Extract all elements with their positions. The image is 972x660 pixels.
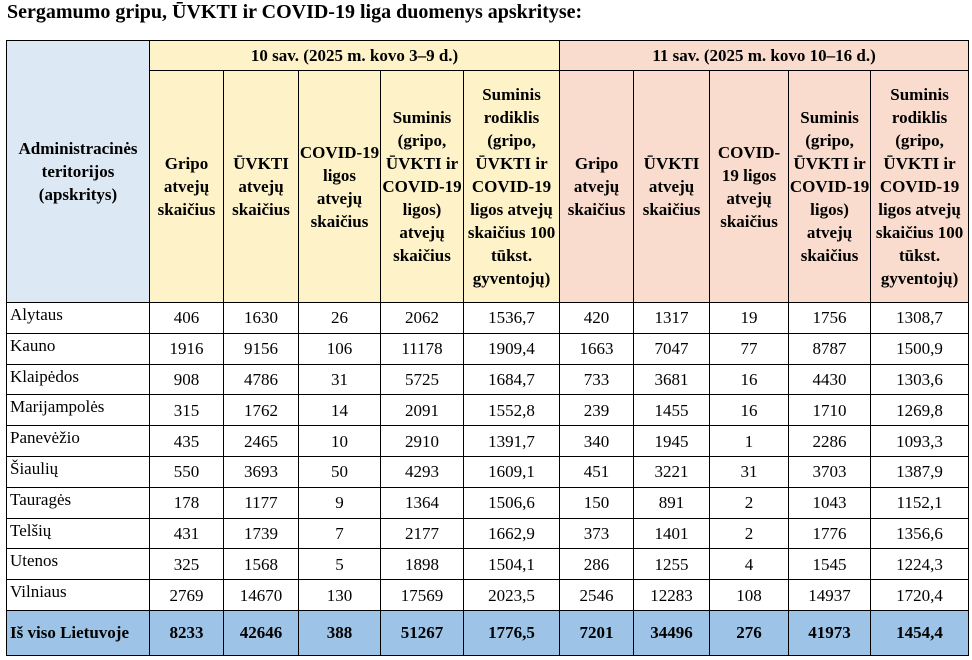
week10-value-cell: 1609,1 xyxy=(464,456,560,487)
county-name: Klaipėdos xyxy=(7,364,150,395)
week10-value-cell: 42646 xyxy=(224,610,299,655)
week11-value-cell: 1663 xyxy=(560,333,634,364)
week10-col-header: COVID-19 ligos atvejų skaičius xyxy=(299,71,381,303)
week11-value-cell: 108 xyxy=(710,580,789,611)
week10-value-cell: 50 xyxy=(299,456,381,487)
week11-value-cell: 286 xyxy=(560,549,634,580)
week10-value-cell: 431 xyxy=(150,518,224,549)
week10-value-cell: 14670 xyxy=(224,580,299,611)
week10-value-cell: 908 xyxy=(150,364,224,395)
week11-value-cell: 12283 xyxy=(634,580,710,611)
week11-value-cell: 373 xyxy=(560,518,634,549)
incidence-table xyxy=(6,40,969,656)
week11-value-cell: 1945 xyxy=(634,426,710,457)
week10-value-cell: 106 xyxy=(299,333,381,364)
week11-value-cell: 239 xyxy=(560,395,634,426)
week11-value-cell: 16 xyxy=(710,395,789,426)
week10-value-cell: 1630 xyxy=(224,303,299,334)
week10-value-cell: 5 xyxy=(299,549,381,580)
week10-col-header: Gripo atvejų skaičius xyxy=(150,71,224,303)
week11-col-header: ŪVKTI atvejų skaičius xyxy=(634,71,710,303)
week10-col-header: ŪVKTI atvejų skaičius xyxy=(224,71,299,303)
week10-value-cell: 1898 xyxy=(381,549,464,580)
week11-value-cell: 1255 xyxy=(634,549,710,580)
week10-value-cell: 10 xyxy=(299,426,381,457)
week10-value-cell: 2465 xyxy=(224,426,299,457)
week11-value-cell: 7201 xyxy=(560,610,634,655)
week11-value-cell: 3703 xyxy=(789,456,871,487)
week10-value-cell: 550 xyxy=(150,456,224,487)
week10-value-cell: 1739 xyxy=(224,518,299,549)
week11-value-cell: 891 xyxy=(634,487,710,518)
week10-value-cell: 8233 xyxy=(150,610,224,655)
week10-value-cell: 1916 xyxy=(150,333,224,364)
county-name: Utenos xyxy=(7,549,150,580)
week10-value-cell: 1909,4 xyxy=(464,333,560,364)
week11-value-cell: 4430 xyxy=(789,364,871,395)
week11-value-cell: 420 xyxy=(560,303,634,334)
week10-value-cell: 406 xyxy=(150,303,224,334)
week10-value-cell: 2177 xyxy=(381,518,464,549)
week11-value-cell: 1387,9 xyxy=(871,456,969,487)
week10-value-cell: 1568 xyxy=(224,549,299,580)
table-row xyxy=(7,518,969,549)
week10-header: 10 sav. (2025 m. kovo 3–9 d.) xyxy=(150,41,560,71)
week10-value-cell: 1552,8 xyxy=(464,395,560,426)
week10-value-cell: 31 xyxy=(299,364,381,395)
week11-value-cell: 34496 xyxy=(634,610,710,655)
week11-col-header: Gripo atvejų skaičius xyxy=(560,71,634,303)
table-row xyxy=(7,487,969,518)
county-name: Tauragės xyxy=(7,487,150,518)
table-row xyxy=(7,395,969,426)
week10-value-cell: 1762 xyxy=(224,395,299,426)
county-name: Alytaus xyxy=(7,303,150,334)
week11-value-cell: 2 xyxy=(710,518,789,549)
week11-value-cell: 451 xyxy=(560,456,634,487)
week10-value-cell: 2023,5 xyxy=(464,580,560,611)
week10-value-cell: 1536,7 xyxy=(464,303,560,334)
week11-col-header: Suminis (gripo, ŪVKTI ir COVID-19 ligos) atvejų skaičius xyxy=(789,71,871,303)
week10-value-cell: 2769 xyxy=(150,580,224,611)
week10-value-cell: 3693 xyxy=(224,456,299,487)
week11-value-cell: 1356,6 xyxy=(871,518,969,549)
week10-value-cell: 26 xyxy=(299,303,381,334)
week11-value-cell: 16 xyxy=(710,364,789,395)
week10-value-cell: 5725 xyxy=(381,364,464,395)
week10-value-cell: 4786 xyxy=(224,364,299,395)
county-name: Vilniaus xyxy=(7,580,150,611)
week11-value-cell: 1710 xyxy=(789,395,871,426)
week11-value-cell: 4 xyxy=(710,549,789,580)
week10-value-cell: 1684,7 xyxy=(464,364,560,395)
week11-value-cell: 1269,8 xyxy=(871,395,969,426)
week11-value-cell: 1720,4 xyxy=(871,580,969,611)
week10-value-cell: 1504,1 xyxy=(464,549,560,580)
week10-value-cell: 9156 xyxy=(224,333,299,364)
week11-value-cell: 1545 xyxy=(789,549,871,580)
county-name: Šiaulių xyxy=(7,456,150,487)
week11-value-cell: 1303,6 xyxy=(871,364,969,395)
week10-value-cell: 1662,9 xyxy=(464,518,560,549)
week10-value-cell: 17569 xyxy=(381,580,464,611)
week11-value-cell: 14937 xyxy=(789,580,871,611)
table-row xyxy=(7,580,969,611)
territory-header: Administracinės teritorijos (apskritys) xyxy=(7,41,150,303)
week10-value-cell: 1364 xyxy=(381,487,464,518)
week10-value-cell: 1506,6 xyxy=(464,487,560,518)
week10-value-cell: 178 xyxy=(150,487,224,518)
week11-col-header: Suminis rodiklis (gripo, ŪVKTI ir COVID-19 ligos atvejų skaičius 100 tūkst. gyventojų) xyxy=(871,71,969,303)
week11-value-cell: 276 xyxy=(710,610,789,655)
table-row xyxy=(7,303,969,334)
week11-value-cell: 1401 xyxy=(634,518,710,549)
table-row xyxy=(7,549,969,580)
table-row xyxy=(7,456,969,487)
week11-value-cell: 19 xyxy=(710,303,789,334)
week11-value-cell: 1224,3 xyxy=(871,549,969,580)
week11-value-cell: 2546 xyxy=(560,580,634,611)
week11-value-cell: 1043 xyxy=(789,487,871,518)
week10-value-cell: 435 xyxy=(150,426,224,457)
week11-value-cell: 41973 xyxy=(789,610,871,655)
county-name: Marijampolės xyxy=(7,395,150,426)
week11-value-cell: 1500,9 xyxy=(871,333,969,364)
week11-value-cell: 340 xyxy=(560,426,634,457)
week10-value-cell: 2910 xyxy=(381,426,464,457)
county-name: Kauno xyxy=(7,333,150,364)
week11-value-cell: 1093,3 xyxy=(871,426,969,457)
week11-value-cell: 1756 xyxy=(789,303,871,334)
week11-value-cell: 3681 xyxy=(634,364,710,395)
week10-col-header: Suminis (gripo, ŪVKTI ir COVID-19 ligos) atvejų skaičius xyxy=(381,71,464,303)
table-row xyxy=(7,364,969,395)
week10-value-cell: 388 xyxy=(299,610,381,655)
week11-value-cell: 1317 xyxy=(634,303,710,334)
week11-value-cell: 3221 xyxy=(634,456,710,487)
week11-value-cell: 77 xyxy=(710,333,789,364)
table-row xyxy=(7,333,969,364)
week11-value-cell: 7047 xyxy=(634,333,710,364)
week11-value-cell: 1776 xyxy=(789,518,871,549)
week10-value-cell: 1776,5 xyxy=(464,610,560,655)
table-row xyxy=(7,426,969,457)
week11-header: 11 sav. (2025 m. kovo 10–16 d.) xyxy=(560,41,969,71)
week10-value-cell: 1177 xyxy=(224,487,299,518)
week10-value-cell: 51267 xyxy=(381,610,464,655)
week11-value-cell: 2286 xyxy=(789,426,871,457)
week11-value-cell: 733 xyxy=(560,364,634,395)
week10-value-cell: 9 xyxy=(299,487,381,518)
week11-value-cell: 1308,7 xyxy=(871,303,969,334)
week10-value-cell: 130 xyxy=(299,580,381,611)
week10-value-cell: 7 xyxy=(299,518,381,549)
week11-value-cell: 31 xyxy=(710,456,789,487)
week11-value-cell: 1152,1 xyxy=(871,487,969,518)
week11-value-cell: 1 xyxy=(710,426,789,457)
week10-value-cell: 1391,7 xyxy=(464,426,560,457)
week11-value-cell: 2 xyxy=(710,487,789,518)
county-name: Panevėžio xyxy=(7,426,150,457)
week11-value-cell: 8787 xyxy=(789,333,871,364)
total-row xyxy=(7,610,969,655)
week10-value-cell: 4293 xyxy=(381,456,464,487)
week11-value-cell: 1454,4 xyxy=(871,610,969,655)
county-name: Telšių xyxy=(7,518,150,549)
week10-value-cell: 11178 xyxy=(381,333,464,364)
week10-value-cell: 2091 xyxy=(381,395,464,426)
page-title: Sergamumo gripu, ŪVKTI ir COVID-19 liga duomenys apskrityse: xyxy=(7,1,583,23)
week10-value-cell: 14 xyxy=(299,395,381,426)
week10-col-header: Suminis rodiklis (gripo, ŪVKTI ir COVID-19 ligos atvejų skaičius 100 tūkst. gyventojų) xyxy=(464,71,560,303)
week10-value-cell: 325 xyxy=(150,549,224,580)
week10-value-cell: 2062 xyxy=(381,303,464,334)
county-name: Iš viso Lietuvoje xyxy=(7,610,150,655)
week11-col-header: COVID-19 ligos atvejų skaičius xyxy=(710,71,789,303)
week11-value-cell: 1455 xyxy=(634,395,710,426)
week11-value-cell: 150 xyxy=(560,487,634,518)
week10-value-cell: 315 xyxy=(150,395,224,426)
